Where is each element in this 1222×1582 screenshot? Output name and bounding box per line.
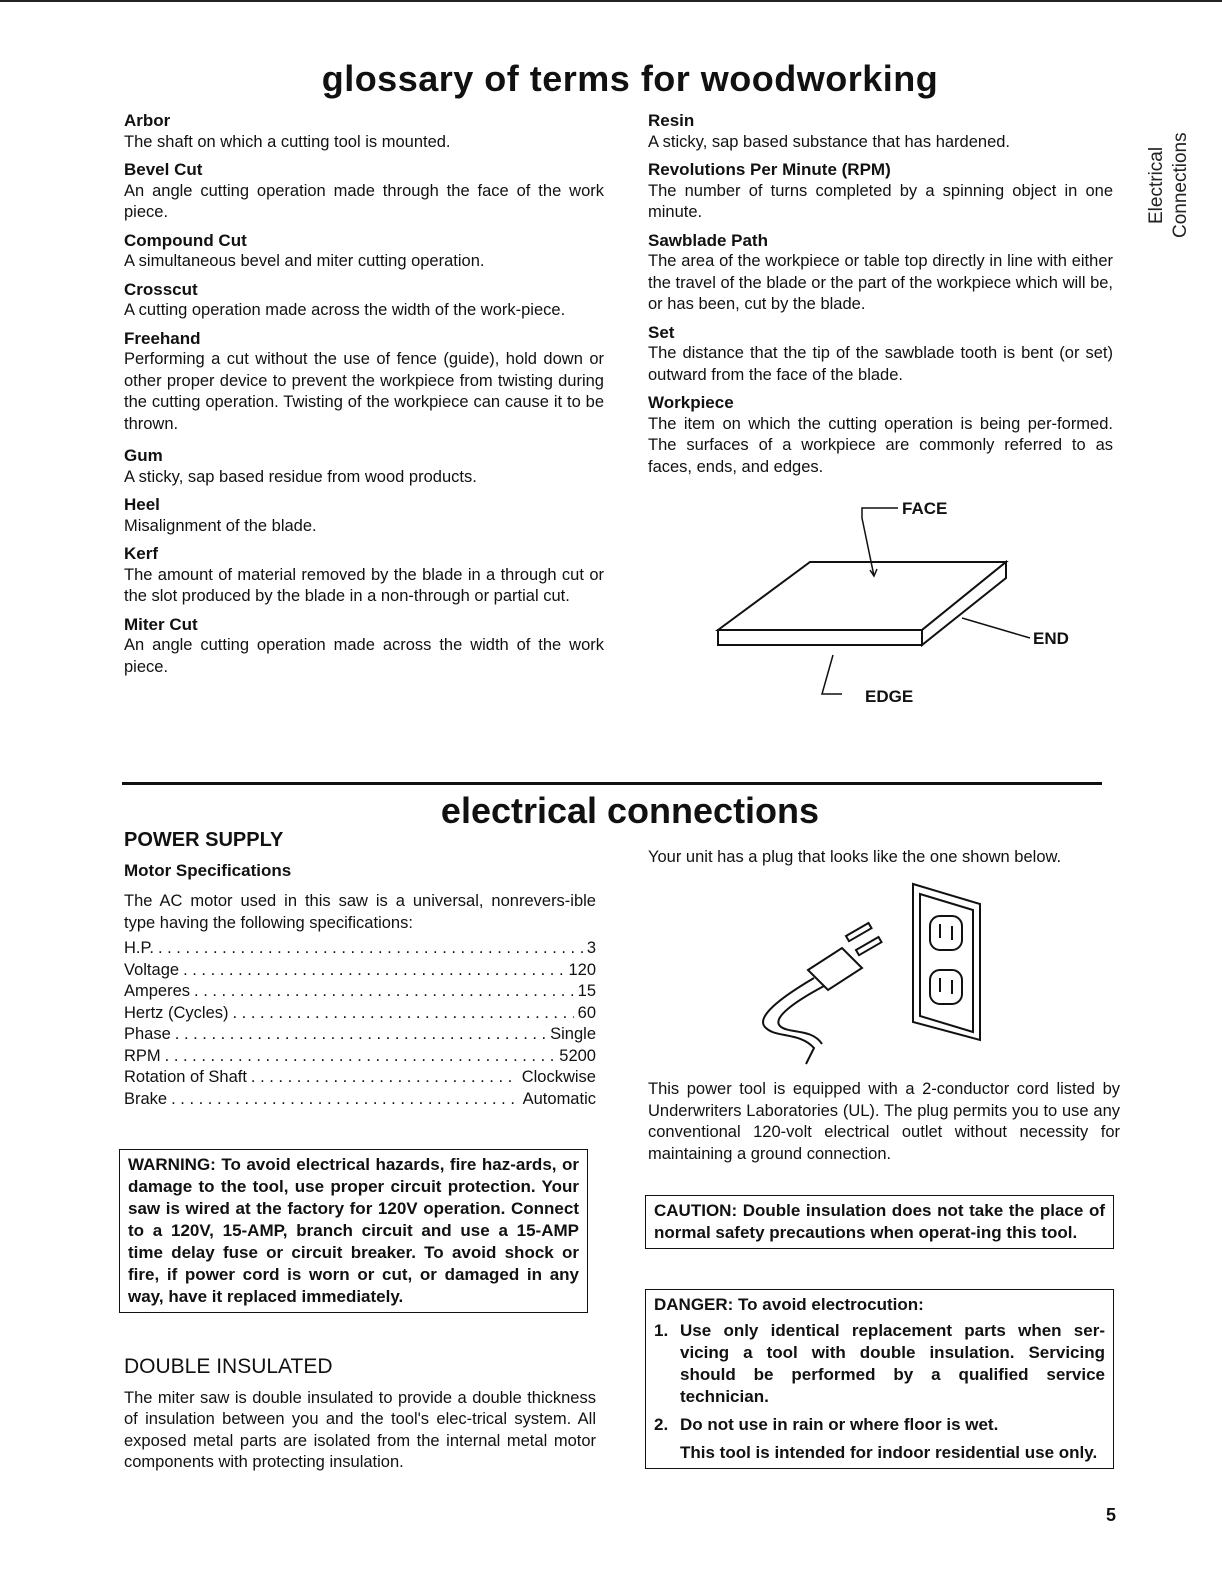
- plug-prong-1: [846, 923, 872, 941]
- face-label: FACE: [902, 499, 948, 518]
- spec-row: Voltage . . . 120: [124, 960, 596, 982]
- plug-text: This power tool is equipped with a 2-conductor cord listed by Underwriters Laboratories (UL). The plug permits you to use any conventional 120-volt electrical outlet without necessity for maintaining a ground connection.: [648, 1080, 1120, 1163]
- end-leader-line: [962, 618, 1030, 638]
- electrical-title: electrical connections: [440, 790, 820, 831]
- definition-gum: A sticky, sap based residue from wood products.: [124, 467, 477, 486]
- electrical-left-column: [124, 830, 596, 1110]
- outlet-socket-top: [930, 916, 962, 950]
- term-workpiece: Workpiece: [648, 393, 734, 412]
- power-cord: [763, 978, 824, 1064]
- definition-miter-cut: An angle cutting operation made across the width of the work piece.: [124, 636, 604, 676]
- plug-body: [808, 948, 862, 990]
- term-bevel-cut: Bevel Cut: [124, 160, 203, 179]
- page-number: 5: [1106, 1505, 1117, 1525]
- spec-row: Phase . . . Single: [124, 1024, 596, 1046]
- edge-leader-line: [822, 655, 842, 694]
- definition-compound-cut: A simultaneous bevel and miter cutting operation.: [124, 252, 485, 270]
- term-kerf: Kerf: [124, 544, 159, 563]
- double-insulated-heading: DOUBLE INSULATED: [124, 1355, 333, 1378]
- top-border: [0, 0, 1222, 2]
- side-tab-line1: Electrical: [1146, 146, 1167, 224]
- definition-resin: A sticky, sap based substance that has hardened.: [648, 132, 1011, 151]
- definition-crosscut: A cutting operation made across the width of the work-piece.: [124, 301, 566, 319]
- board-front-edge: [718, 630, 922, 645]
- caution-box: CAUTION: Double insulation does not take the place of normal safety precautions when operat-ing this tool.: [645, 1195, 1114, 1249]
- definition-set: The distance that the tip of the sawblade tooth is bent (or set) outward from the face of the blade.: [648, 344, 1113, 384]
- spec-row: Hertz (Cycles) . . . 60: [124, 1003, 596, 1025]
- side-tab: [1140, 120, 1192, 240]
- term-gum: Gum: [124, 446, 163, 465]
- double-insulated-text: The miter saw is double insulated to provide a double thickness of insulation between you and the tool's elec-trical system. All exposed metal parts are isolated from the internal metal motor components with protecting insulation.: [124, 1388, 596, 1471]
- warning-box: WARNING: To avoid electrical hazards, fire haz-ards, or damage to the tool, use proper circuit protection. Your saw is wired at the factory for 120V operation. Connect to a 120V, 15-AMP, branch circuit and use a 15-AMP time delay fuse or circuit breaker. To avoid shock or fire, if power cord is worn or cut, or damaged in any way, have it replaced immediately.: [119, 1149, 588, 1313]
- workpiece-diagram: [700, 490, 1100, 720]
- spec-row: Amperes . . . 15: [124, 981, 596, 1003]
- term-miter-cut: Miter Cut: [124, 614, 198, 634]
- glossary-title: glossary of terms for woodworking: [321, 58, 939, 99]
- term-rpm: Revolutions Per Minute (RPM): [648, 160, 891, 179]
- definition-sawblade-path: The area of the workpiece or table top directly in line with either the travel of the blade or the part of the workpiece which will be, or has been, cut by the blade.: [648, 252, 1114, 313]
- glossary-right-column: [648, 110, 1113, 478]
- definition-arbor: The shaft on which a cutting tool is mounted.: [124, 132, 451, 151]
- spec-row: Rotation of Shaft . . . Clockwise: [124, 1067, 596, 1089]
- side-tab-line2: Connections: [1170, 132, 1191, 238]
- term-compound-cut: Compound Cut: [124, 230, 247, 250]
- term-arbor: Arbor: [124, 111, 171, 130]
- danger-list: [654, 1320, 1105, 1436]
- term-crosscut: Crosscut: [124, 279, 198, 299]
- end-label: END: [1033, 629, 1069, 648]
- term-set: Set: [648, 322, 675, 342]
- danger-heading: DANGER: To avoid electrocution:: [654, 1295, 924, 1314]
- definition-workpiece: The item on which the cutting operation is being per-formed. The surfaces of a workpiece are commonly referred to as faces, ends, and edges.: [648, 414, 1113, 476]
- term-sawblade-path: Sawblade Path: [648, 230, 768, 250]
- spec-row: RPM . . . 5200: [124, 1046, 596, 1068]
- edge-label: EDGE: [865, 687, 914, 706]
- section-divider: [122, 782, 1102, 785]
- double-insulated-section: [124, 1356, 596, 1474]
- danger-item: 2. Do not use in rain or where floor is wet.: [654, 1415, 999, 1434]
- outlet-socket-bottom: [930, 970, 962, 1004]
- plug-illustration: [750, 878, 990, 1068]
- danger-item: 1. Use only identical replacement parts when ser-vicing a tool with double insulation. Servicing should be performed by a qualified service technician.: [654, 1321, 1105, 1406]
- term-freehand: Freehand: [124, 328, 201, 348]
- spec-row: Brake . . . Automatic: [124, 1089, 596, 1111]
- definition-kerf: The amount of material removed by the blade in a through cut or the slot produced by the blade in a non-through or partial cut.: [124, 565, 604, 605]
- spec-row: H.P. . . . 3: [124, 938, 596, 960]
- definition-rpm: The number of turns completed by a spinning object in one minute.: [648, 181, 1113, 221]
- power-supply-heading: POWER SUPPLY: [124, 829, 284, 851]
- plug-intro: Your unit has a plug that looks like the one shown below.: [648, 848, 1062, 866]
- motor-specifications-heading: Motor Specifications: [124, 860, 292, 880]
- term-heel: Heel: [124, 495, 160, 514]
- outlet-plate-inner: [920, 894, 973, 1032]
- plug-prong-2: [856, 937, 882, 955]
- term-resin: Resin: [648, 111, 695, 130]
- danger-note: This tool is intended for indoor residential use only.: [680, 1443, 1098, 1462]
- glossary-left-column: [124, 110, 604, 678]
- definition-heel: Misalignment of the blade.: [124, 516, 317, 535]
- spec-list: [124, 938, 596, 1110]
- definition-freehand: Performing a cut without the use of fence (guide), hold down or other proper device to prevent the workpiece from twisting during the cutting operation. Twisting of the workpiece can cause it to be thrown.: [124, 350, 604, 433]
- danger-box: [645, 1289, 1114, 1469]
- motor-intro: The AC motor used in this saw is a universal, nonrevers-ible type having the following specifications:: [124, 892, 596, 932]
- definition-bevel-cut: An angle cutting operation made through the face of the work piece.: [124, 181, 604, 221]
